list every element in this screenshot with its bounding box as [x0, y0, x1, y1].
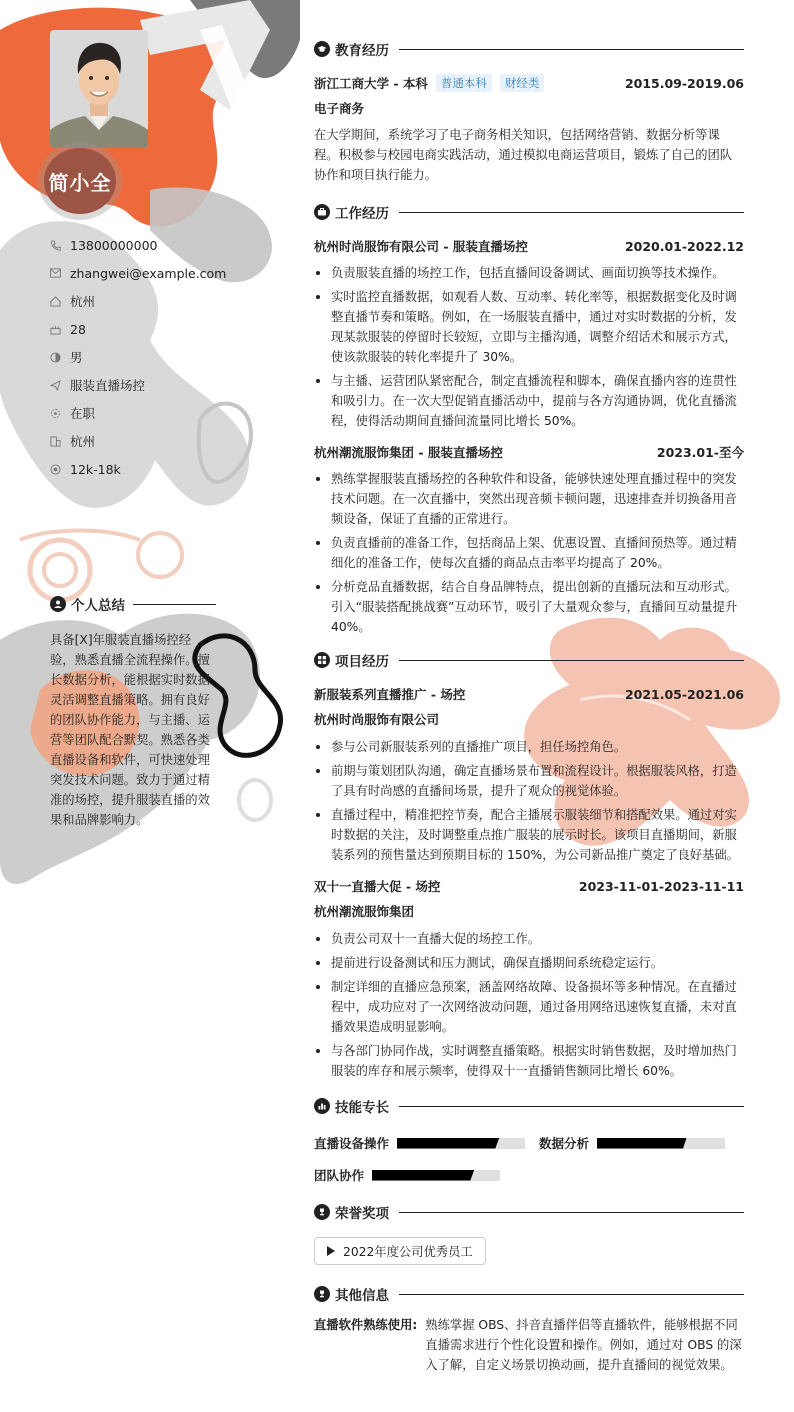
project-org: 杭州时尚服饰有限公司 [314, 712, 440, 727]
other-item [314, 1315, 744, 1375]
category-tag: 财经类 [500, 74, 545, 92]
skills-section [314, 1095, 744, 1191]
awards-title: 荣誉奖项 [335, 1206, 389, 1222]
other-heading [314, 1283, 744, 1305]
contact-salary-value: 12k-18k [70, 461, 121, 477]
project-period: 2023-11-01-2023-11-11 [578, 878, 744, 894]
summary-title: 个人总结 [71, 598, 125, 614]
other-title: 其他信息 [335, 1288, 389, 1304]
contact-phone [50, 231, 226, 259]
projects-section [314, 649, 744, 1081]
work-divider [399, 212, 744, 213]
job-company: 杭州潮流服饰集团 - 服装直播场控 [314, 445, 503, 460]
work-heading [314, 201, 744, 223]
list-item: 前期与策划团队沟通，确定直播场景布置和流程设计。根据服装风格，打造了具有时尚感的直播间场景，提升了观众的视觉体验。 [314, 761, 744, 801]
education-title: 教育经历 [335, 43, 389, 59]
list-item: 负责直播前的准备工作，包括商品上架、优惠设置、直播间预热等。通过精细化的准备工作，使每次直播的商品点击率平均提高了 20%。 [314, 533, 744, 573]
avatar [50, 30, 148, 148]
status-icon [50, 406, 70, 420]
skill-item [314, 1159, 500, 1191]
summary-divider [133, 604, 216, 605]
awards-section [314, 1201, 744, 1265]
play-icon [327, 1246, 335, 1256]
contact-age-value: 28 [70, 321, 86, 337]
projects-heading [314, 649, 744, 671]
education-period: 2015.09-2019.06 [624, 75, 744, 91]
job-company: 杭州时尚服饰有限公司 - 服装直播场控 [314, 239, 528, 254]
project-entry [314, 873, 744, 1081]
skills-list [314, 1127, 744, 1191]
other-key: 直播软件熟练使用: [314, 1318, 418, 1332]
job-header [314, 233, 744, 259]
project-org: 杭州潮流服饰集团 [314, 904, 415, 919]
skill-bar-fill [372, 1170, 474, 1181]
contact-position [50, 371, 226, 399]
sidebar [0, 0, 260, 1412]
home-icon [50, 294, 70, 308]
list-item: 负责公司双十一直播大促的场控工作。 [314, 929, 744, 949]
project-bullets [314, 737, 744, 865]
project-name: 双十一直播大促 - 场控 [314, 879, 441, 894]
skill-bar [597, 1138, 725, 1149]
job-entry [314, 233, 744, 431]
contact-salary [50, 455, 226, 483]
education-heading [314, 38, 744, 60]
project-name: 新服装系列直播推广 - 场控 [314, 687, 466, 702]
contact-city [50, 287, 226, 315]
contact-city-value: 杭州 [70, 294, 96, 309]
list-item: 直播过程中，精准把控节奏，配合主播展示服装细节和搭配效果。通过对实时数据的关注，及时调整重点推广服装的展示时长。该项目直播期间，新服装系列的预售量达到预期目标的 150%，为公司新品推广奠定了良好基础。 [314, 805, 744, 865]
job-period: 2023.01-至今 [656, 445, 744, 460]
contact-status [50, 399, 226, 427]
project-header [314, 681, 744, 707]
profile-photo [50, 30, 148, 148]
other-divider [399, 1294, 744, 1295]
job-period: 2020.01-2022.12 [624, 238, 744, 254]
school-name: 浙江工商大学 - 本科 [314, 76, 428, 91]
trophy-icon [314, 1204, 330, 1220]
skill-name: 数据分析 [539, 1136, 590, 1151]
list-item: 熟练掌握服装直播场控的各种软件和设备，能够快速处理直播过程中的突发技术问题。在一次直播中，突然出现音频卡顿问题，迅速排查并切换备用音频设备，保证了直播的正常进行。 [314, 469, 744, 529]
gender-icon [50, 350, 70, 364]
skill-name: 团队协作 [314, 1168, 365, 1183]
skills-heading [314, 1095, 744, 1117]
summary-text: 具备[X]年服装直播场控经验，熟悉直播全流程操作。擅长数据分析，能根据实时数据灵活调整直播策略。拥有良好的团队协作能力，与主播、运营等团队配合默契。熟悉各类直播设备和软件，可快速处理突发技术问题。致力于通过精准的场控，提升服装直播的效果和品牌影响力。 [50, 633, 210, 827]
bar-chart-icon [314, 1098, 330, 1114]
award-item [314, 1237, 486, 1265]
job-bullets [314, 469, 744, 637]
contact-phone-value: 13800000000 [70, 237, 158, 253]
skills-divider [399, 1106, 744, 1107]
skill-item [539, 1127, 725, 1159]
summary-heading [50, 594, 216, 614]
list-item: 实时监控直播数据，如观看人数、互动率、转化率等，根据数据变化及时调整直播节奏和策略。例如，在一场服装直播中，通过对实时数据的分析，发现某款服装的停留时长较短，立即与主播沟通，调整介绍话术和展示方式，使该款服装的转化率提升了 30%。 [314, 287, 744, 367]
education-row [314, 70, 744, 96]
send-icon [50, 378, 70, 392]
list-item: 负责服装直播的场控工作，包括直播间设备调试、画面切换等技术操作。 [314, 263, 744, 283]
list-item: 与各部门协同作战，实时调整直播策略。根据实时销售数据，及时增加热门服装的库存和展示频率，使得双十一直播销售额同比增长 60%。 [314, 1041, 744, 1081]
contact-location [50, 427, 226, 455]
phone-icon [50, 238, 70, 252]
job-header [314, 439, 744, 465]
contact-gender [50, 343, 226, 371]
degree-tag: 普通本科 [436, 74, 492, 92]
user-icon [50, 596, 66, 612]
award-label: 2022年度公司优秀员工 [343, 1245, 473, 1259]
contact-position-value: 服装直播场控 [70, 378, 146, 393]
project-header [314, 873, 744, 899]
awards-divider [399, 1212, 744, 1213]
list-item: 提前进行设备测试和压力测试，确保直播期间系统稳定运行。 [314, 953, 744, 973]
contact-email [50, 259, 226, 287]
skill-name: 直播设备操作 [314, 1136, 390, 1151]
education-desc: 在大学期间，系统学习了电子商务相关知识，包括网络营销、数据分析等课程。积极参与校园电商实践活动，通过模拟电商运营项目，锻炼了自己的团队协作和项目执行能力。 [314, 128, 733, 182]
main-content [314, 38, 744, 1375]
skill-item [314, 1127, 525, 1159]
list-item: 参与公司新服装系列的直播推广项目，担任场控角色。 [314, 737, 744, 757]
contact-status-value: 在职 [70, 406, 96, 421]
skill-bar [372, 1170, 500, 1181]
grid-icon [314, 652, 330, 668]
briefcase-icon [314, 204, 330, 220]
awards-heading [314, 1201, 744, 1223]
job-entry [314, 439, 744, 637]
info-icon [314, 1286, 330, 1302]
graduation-cap-icon [314, 41, 330, 57]
list-item: 制定详细的直播应急预案，涵盖网络故障、设备损坏等多种情况。在直播过程中，成功应对了一次网络波动问题，通过备用网络迅速恢复直播，未对直播效果造成明显影响。 [314, 977, 744, 1037]
salary-icon [50, 462, 70, 476]
mail-icon [50, 266, 70, 280]
work-section [314, 201, 744, 637]
list-item: 分析竞品直播数据，结合自身品牌特点，提出创新的直播玩法和互动形式。引入“服装搭配挑战赛”互动环节，吸引了大量观众参与，直播间互动量提升 40%。 [314, 577, 744, 637]
project-entry [314, 681, 744, 865]
education-divider [399, 49, 744, 50]
name-badge: 简小全 [44, 148, 116, 214]
building-icon [50, 434, 70, 448]
job-bullets [314, 263, 744, 431]
projects-divider [399, 660, 744, 661]
list-item: 与主播、运营团队紧密配合，制定直播流程和脚本，确保直播内容的连贯性和吸引力。在一次大型促销直播活动中，提前与各方沟通协调，优化直播流程，使得活动期间直播间流量同比增长 50%。 [314, 371, 744, 431]
projects-title: 项目经历 [335, 654, 389, 670]
other-section [314, 1283, 744, 1375]
work-title: 工作经历 [335, 206, 389, 222]
skill-bar [397, 1138, 525, 1149]
skill-bar-fill [397, 1138, 499, 1149]
education-section [314, 38, 744, 185]
age-icon [50, 322, 70, 336]
contact-gender-value: 男 [70, 350, 83, 365]
skill-bar-fill [597, 1138, 687, 1149]
other-value: 熟练掌握 OBS、抖音直播伴侣等直播软件，能够根据不同直播需求进行个性化设置和操作。例如，通过对 OBS 的深入了解，自定义场景切换动画，提升直播间的视觉效果。 [425, 1318, 742, 1372]
education-major: 电子商务 [314, 101, 365, 116]
contact-location-value: 杭州 [70, 434, 96, 449]
skills-title: 技能专长 [335, 1100, 389, 1116]
contact-age [50, 315, 226, 343]
project-period: 2021.05-2021.06 [624, 686, 744, 702]
project-bullets [314, 929, 744, 1081]
contact-list [50, 231, 226, 483]
contact-email-value: zhangwei@example.com [70, 265, 227, 281]
